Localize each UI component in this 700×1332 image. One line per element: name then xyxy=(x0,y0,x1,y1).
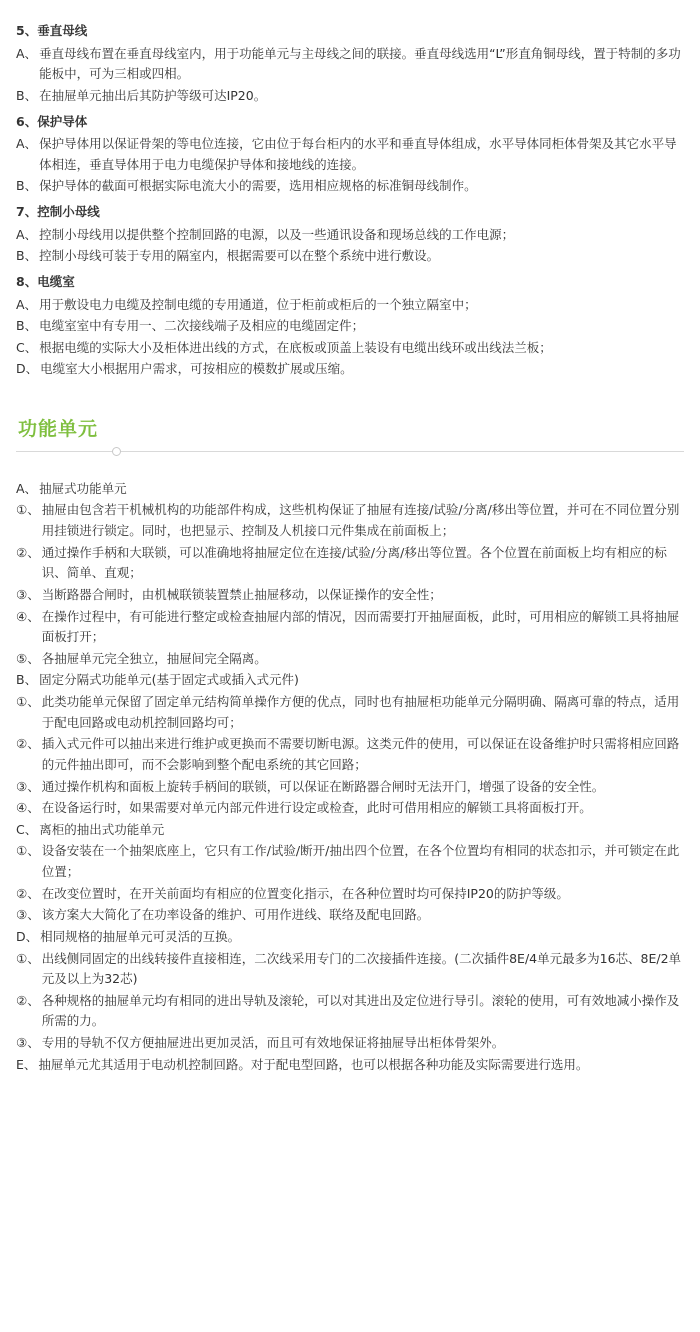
section-group-8 xyxy=(16,272,684,380)
paragraph-marker: B、 xyxy=(16,318,38,334)
section-group-7 xyxy=(16,202,684,267)
paragraph-marker: ①、 xyxy=(16,950,40,966)
paragraph xyxy=(16,44,684,85)
paragraph-marker: ①、 xyxy=(16,502,40,518)
paragraph-marker: C、 xyxy=(16,821,38,837)
paragraph-marker: C、 xyxy=(16,339,38,355)
paragraph-text: 该方案大大简化了在功率设备的维护、可用作进线、联络及配电回路。 xyxy=(41,907,430,923)
section-group-6 xyxy=(16,112,684,198)
paragraph-text: 当断路器合闸时，由机械联锁装置禁止抽屉移动，以保证操作的安全性； xyxy=(41,586,442,602)
paragraph xyxy=(16,670,684,691)
paragraph-text: 控制小母线用以提供整个控制回路的电源，以及一些通讯设备和现场总线的工作电源； xyxy=(39,226,515,242)
paragraph xyxy=(16,134,684,175)
paragraph-marker: B、 xyxy=(16,672,38,688)
paragraph-text: 专用的导轨不仅方便抽屉进出更加灵活，而且可有效地保证将抽屉导出柜体骨架外。 xyxy=(41,1035,505,1051)
paragraph xyxy=(16,798,684,819)
section-heading: 8、电缆室 xyxy=(16,273,75,289)
paragraph xyxy=(16,1055,684,1076)
paragraph xyxy=(16,225,684,246)
paragraph-marker: ⑤、 xyxy=(16,650,40,666)
paragraph xyxy=(16,607,684,648)
paragraph-text: 电缆室室中有专用一、二次接线端子及相应的电缆固定件； xyxy=(39,318,365,334)
paragraph-marker: ③、 xyxy=(16,907,40,923)
paragraph xyxy=(16,734,684,775)
paragraph xyxy=(16,991,684,1032)
paragraph-marker: ②、 xyxy=(16,992,40,1008)
section-heading: 6、保护导体 xyxy=(16,113,88,129)
paragraph-text: 离柜的抽出式功能单元 xyxy=(39,821,165,837)
paragraph xyxy=(16,338,684,359)
paragraph-text: 保护导体的截面可根据实际电流大小的需要，选用相应规格的标准铜母线制作。 xyxy=(39,178,477,194)
paragraph-text: 固定分隔式功能单元(基于固定式或插入式元件) xyxy=(39,672,299,688)
functional-unit-body xyxy=(16,479,684,1077)
paragraph-marker: ①、 xyxy=(16,843,40,859)
paragraph xyxy=(16,692,684,733)
paragraph-text: 各种规格的抽屉单元均有相同的进出导轨及滚轮，可以对其进出及定位进行导引。滚轮的使用，可有效地减小操作及所需的力。 xyxy=(41,992,680,1029)
paragraph xyxy=(16,479,684,500)
paragraph xyxy=(16,295,684,316)
paragraph-text: 用于敷设电力电缆及控制电缆的专用通道，位于柜前或柜后的一个独立隔室中； xyxy=(39,296,477,312)
paragraph xyxy=(16,905,684,926)
paragraph-text: 在设备运行时，如果需要对单元内部元件进行设定或检查，此时可借用相应的解锁工具将面板打开。 xyxy=(41,800,592,816)
paragraph-marker: ②、 xyxy=(16,736,40,752)
paragraph-text: 抽屉单元尤其适用于电动机控制回路。对于配电型回路，也可以根据各种功能及实际需要进行选用。 xyxy=(38,1056,589,1072)
paragraph xyxy=(16,359,684,380)
paragraph-text: 控制小母线可装于专用的隔室内，根据需要可以在整个系统中进行敷设。 xyxy=(39,248,440,264)
paragraph-text: 此类功能单元保留了固定单元结构简单操作方便的优点，同时也有抽屉柜功能单元分隔明确、隔离可靠的特点，适用于配电回路或电动机控制回路均可； xyxy=(41,694,680,730)
paragraph-marker: ③、 xyxy=(16,586,40,602)
section-heading: 7、控制小母线 xyxy=(16,204,100,219)
paragraph-text: 垂直母线布置在垂直母线室内，用于功能单元与主母线之间的联接。垂直母线选用“L”形直角铜母线，置于特制的多功能板中，可为三相或四相。 xyxy=(39,45,681,82)
paragraph-text: 保护导体用以保证骨架的等电位连接，它由位于每台柜内的水平和垂直导体组成，水平导体同柜体骨架及其它水平导体相连，垂直导体用于电力电缆保护导体和接地线的连接。 xyxy=(39,136,677,172)
section-group-5 xyxy=(16,21,684,107)
paragraph-text: 在改变位置时，在开关前面均有相应的位置变化指示，在各种位置时均可保持IP20的防护等级。 xyxy=(41,885,569,901)
paragraph-marker: E、 xyxy=(16,1056,37,1072)
paragraph-text: 各抽屉单元完全独立，抽屉间完全隔离。 xyxy=(41,650,267,666)
paragraph xyxy=(16,927,684,948)
paragraph-text: 插入式元件可以抽出来进行维护或更换而不需要切断电源。这类元件的使用，可以保证在设备维护时只需将相应回路的元件抽出即可，而不会影响到整个配电系统的其它回路； xyxy=(41,736,680,772)
paragraph-text: 设备安装在一个抽架底座上，它只有工作/试验/断开/抽出四个位置，在各个位置均有相同的状态扣示，并可锁定在此位置； xyxy=(41,843,680,880)
title-divider xyxy=(16,447,684,457)
paragraph-marker: A、 xyxy=(16,296,38,312)
paragraph-text: 相同规格的抽屉单元可灵活的互换。 xyxy=(40,928,241,944)
paragraph xyxy=(16,649,684,670)
paragraph xyxy=(16,949,684,990)
paragraph xyxy=(16,543,684,584)
paragraph-marker: ②、 xyxy=(16,885,40,901)
paragraph xyxy=(16,316,684,337)
paragraph xyxy=(16,585,684,606)
paragraph xyxy=(16,820,684,841)
top-sections xyxy=(16,21,684,380)
paragraph-text: 根据电缆的实际大小及柜体进出线的方式，在底板或顶盖上装设有电缆出线环或出线法兰板； xyxy=(39,339,552,355)
paragraph-marker: ①、 xyxy=(16,694,40,710)
paragraph-marker: D、 xyxy=(16,361,39,377)
paragraph xyxy=(16,841,684,882)
paragraph-marker: ③、 xyxy=(16,778,40,794)
paragraph-marker: ④、 xyxy=(16,800,40,816)
paragraph-text: 抽屉式功能单元 xyxy=(39,480,127,496)
paragraph xyxy=(16,777,684,798)
section-heading: 5、垂直母线 xyxy=(16,23,88,38)
paragraph xyxy=(16,246,684,267)
paragraph-marker: ③、 xyxy=(16,1035,40,1051)
paragraph-marker: A、 xyxy=(16,480,38,496)
section-title-block xyxy=(16,418,684,457)
paragraph xyxy=(16,1033,684,1054)
paragraph xyxy=(16,500,684,541)
paragraph-text: 抽屉由包含若干机械机构的功能部件构成，这些机构保证了抽屉有连接/试验/分离/移出等位置，并可在不同位置分别用挂锁进行锁定。同时，也把显示、控制及人机接口元件集成在前面板上； xyxy=(41,502,680,539)
paragraph-text: 在操作过程中，有可能进行整定或检查抽屉内部的情况，因而需要打开抽屉面板，此时，可用相应的解锁工具将抽屉面板打开； xyxy=(41,608,680,645)
paragraph xyxy=(16,86,684,107)
page-title: 功能单元 xyxy=(18,418,99,440)
paragraph xyxy=(16,176,684,197)
paragraph-text: 在抽屉单元抽出后其防护等级可达IP20。 xyxy=(39,87,267,103)
paragraph-marker: B、 xyxy=(16,87,38,103)
paragraph-marker: ④、 xyxy=(16,608,40,624)
paragraph-marker: D、 xyxy=(16,928,39,944)
paragraph-text: 通过操作机构和面板上旋转手柄间的联锁，可以保证在断路器合闸时无法开门，增强了设备的安全性。 xyxy=(41,778,605,794)
paragraph-marker: ②、 xyxy=(16,544,40,560)
paragraph-marker: A、 xyxy=(16,226,38,242)
paragraph-text: 电缆室大小根据用户需求，可按相应的模数扩展或压缩。 xyxy=(40,361,353,377)
paragraph-marker: A、 xyxy=(16,45,38,61)
paragraph-marker: A、 xyxy=(16,136,38,152)
paragraph-marker: B、 xyxy=(16,248,38,264)
paragraph-text: 出线侧同固定的出线转接件直接相连，二次线采用专门的二次接插件连接。(二次插件8E/4单元最多为16芯、8E/2单元及以上为32芯) xyxy=(41,950,682,987)
paragraph xyxy=(16,884,684,905)
divider-dot-icon xyxy=(112,447,121,456)
paragraph-marker: B、 xyxy=(16,178,38,194)
paragraph-text: 通过操作手柄和大联锁，可以准确地将抽屉定位在连接/试验/分离/移出等位置。各个位置在前面板上均有相应的标识、简单、直观； xyxy=(41,544,667,581)
